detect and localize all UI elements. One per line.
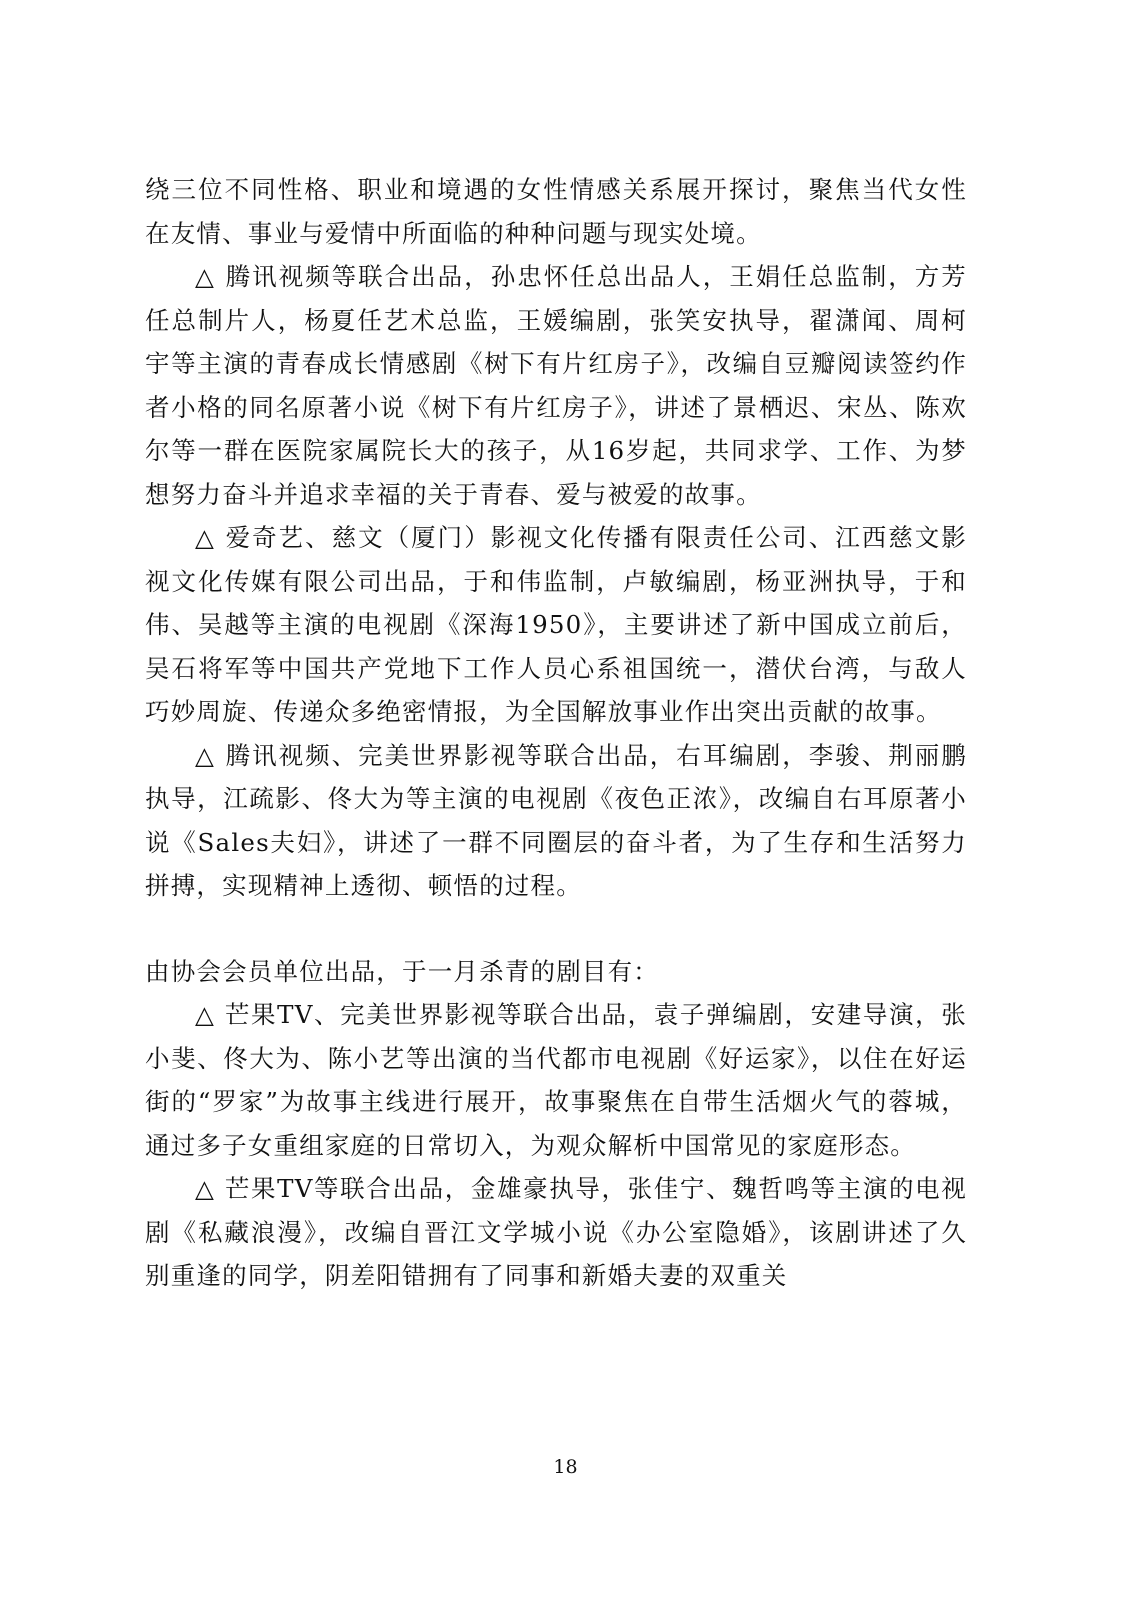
section-spacer [145, 908, 967, 950]
paragraph-lucky-family: △ 芒果TV、完美世界影视等联合出品，袁子弹编剧，安建导演，张小斐、佟大为、陈小艺等出演的当代都市电视剧《好运家》，以住在好运街的“罗家”为故事主线进行展开，故事聚焦在自带生活烟火气的蓉城，通过多子女重组家庭的日常切入，为观众解析中国常见的家庭形态。 [145, 1000, 967, 1160]
paragraph-red-house: △ 腾讯视频等联合出品，孙忠怀任总出品人，王娟任总监制，方芳任总制片人，杨夏任艺术总监，王媛编剧，张笑安执导，翟潇闻、周柯宇等主演的青春成长情感剧《树下有片红房子》，改编自豆瓣阅读签约作者小格的同名原著小说《树下有片红房子》，讲述了景栖迟、宋丛、陈欢尔等一群在医院家属院长大的孩子，从16岁起，共同求学、工作、为梦想努力奋斗并追求幸福的关于青春、爱与被爱的故事。 [145, 262, 967, 509]
paragraph-continued: 绕三位不同性格、职业和境遇的女性情感关系展开探讨，聚焦当代女性在友情、事业与爱情中所面临的种种问题与现实处境。 [145, 175, 967, 248]
paragraph-private-romance: △ 芒果TV等联合出品，金雄豪执导，张佳宁、魏哲鸣等主演的电视剧《私藏浪漫》，改编自晋江文学城小说《办公室隐婚》，该剧讲述了久别重逢的同学，阴差阳错拥有了同事和新婚夫妻的双重关 [145, 1174, 967, 1290]
section-heading: 由协会会员单位出品，于一月杀青的剧目有： [145, 956, 659, 986]
paragraph-deep-sea-1950: △ 爱奇艺、慈文（厦门）影视文化传播有限责任公司、江西慈文影视文化传媒有限公司出品，于和伟监制，卢敏编剧，杨亚洲执导，于和伟、吴越等主演的电视剧《深海1950》，主要讲述了新中国成立前后，吴石将军等中国共产党地下工作人员心系祖国统一，潜伏台湾，与敌人巧妙周旋、传递众多绝密情报，为全国解放事业作出突出贡献的故事。 [145, 523, 967, 726]
page-number: 18 [553, 1456, 578, 1478]
document-body [145, 168, 967, 1298]
paragraph-night-color: △ 腾讯视频、完美世界影视等联合出品，右耳编剧，李骏、荆丽鹏执导，江疏影、佟大为等主演的电视剧《夜色正浓》，改编自右耳原著小说《Sales夫妇》，讲述了一群不同圈层的奋斗者，为了生存和生活努力拼搏，实现精神上透彻、顿悟的过程。 [145, 740, 967, 900]
